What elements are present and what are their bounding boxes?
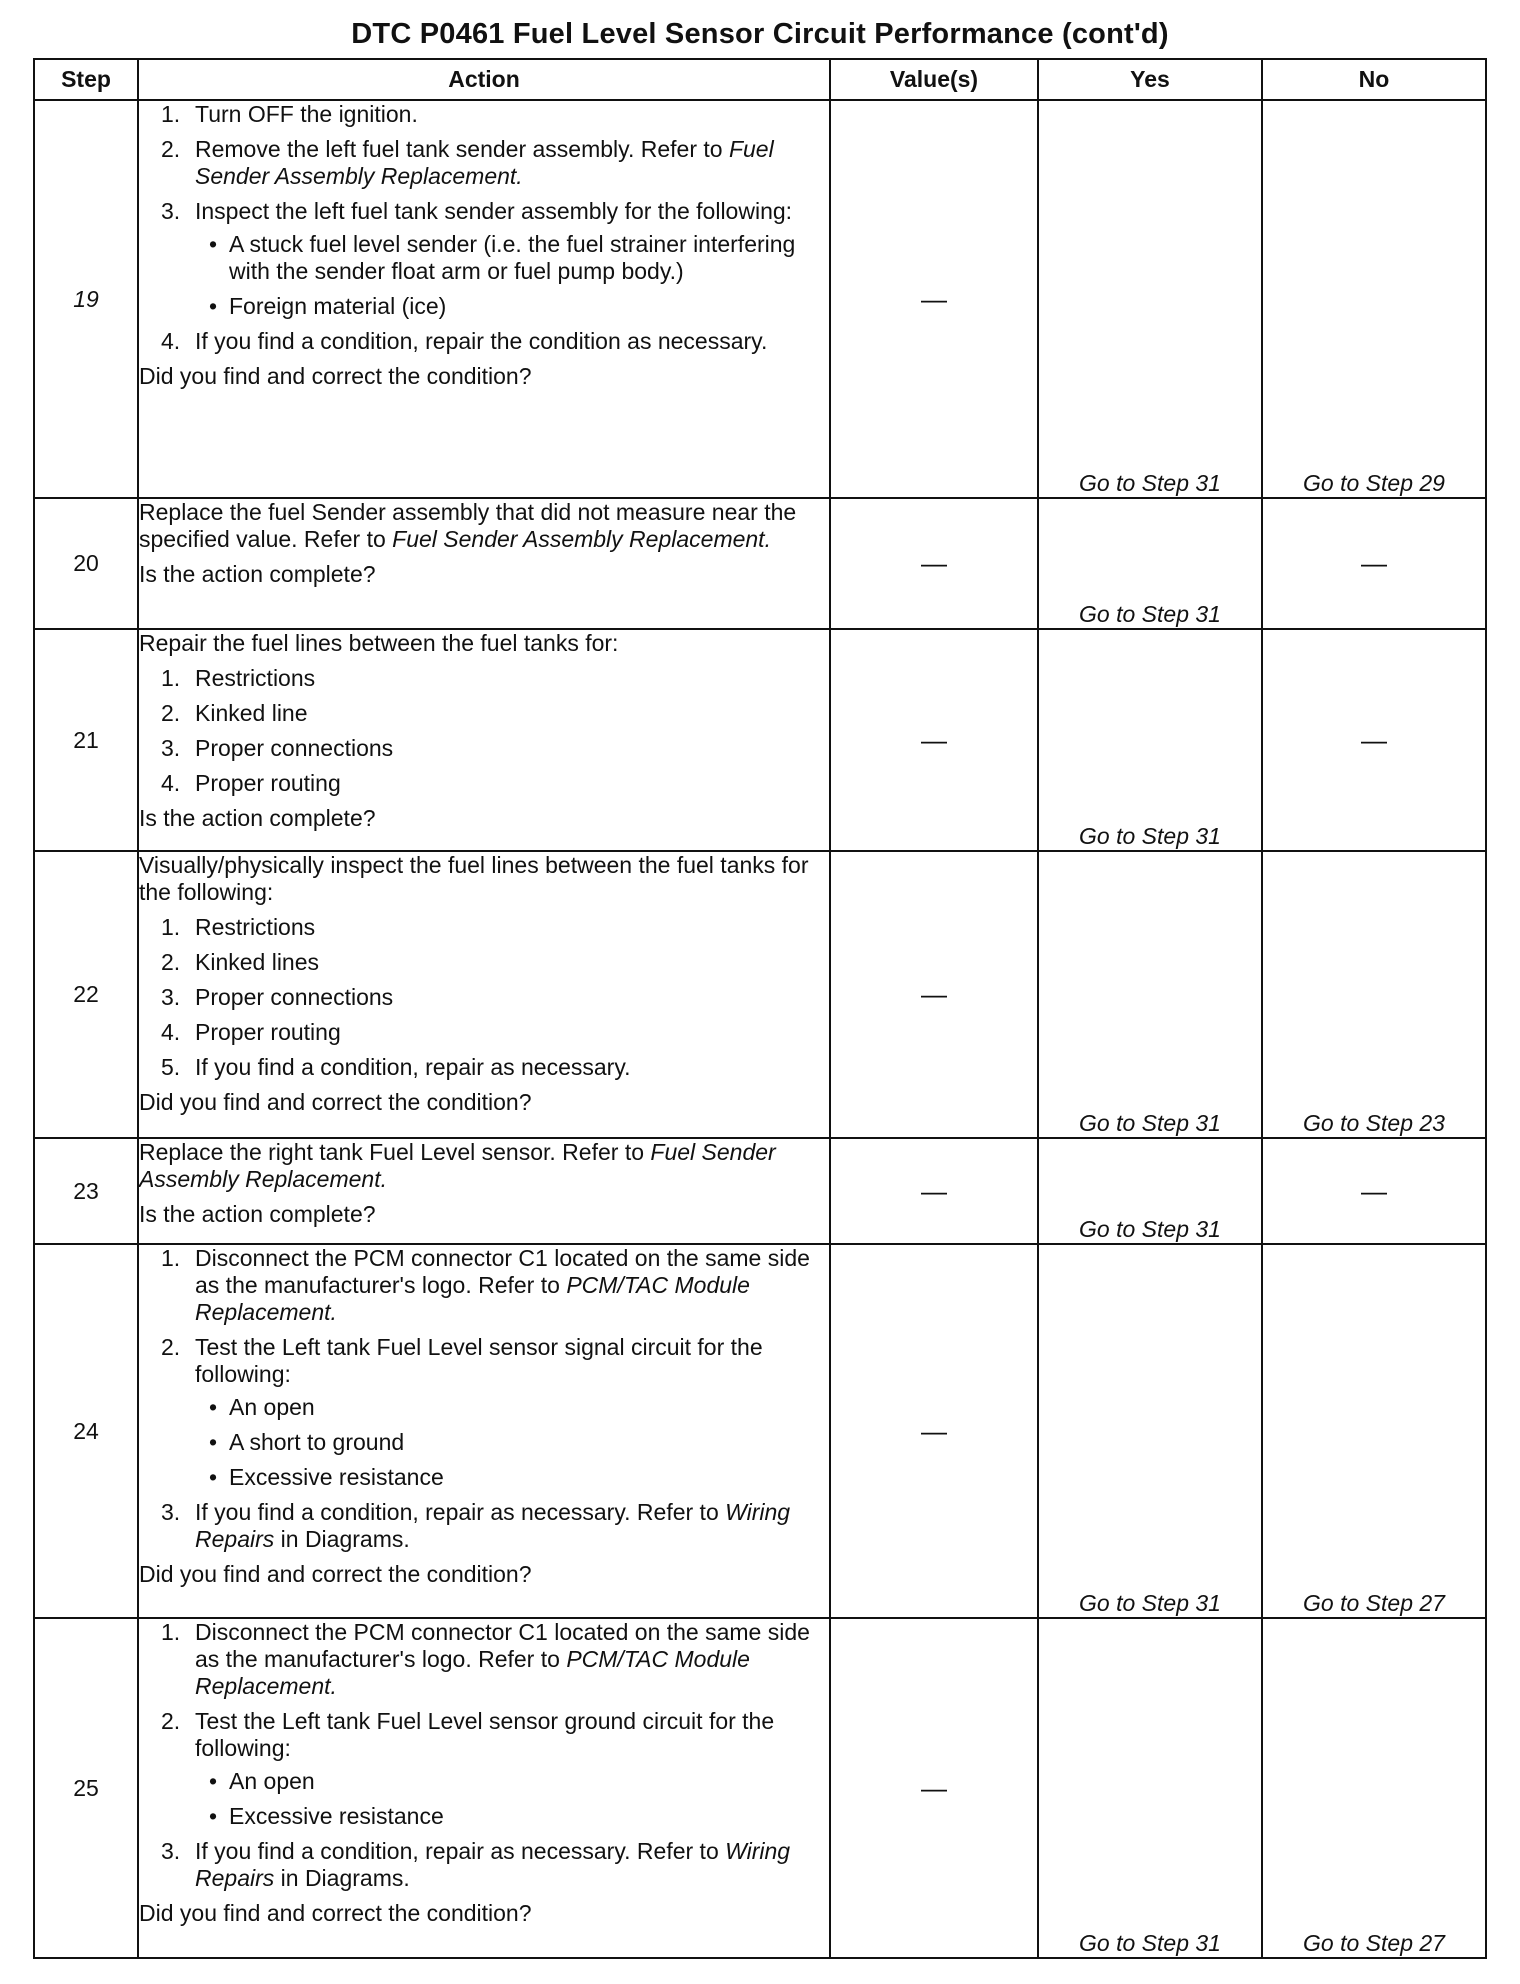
- question: Did you find and correct the condition?: [139, 1561, 532, 1587]
- action-cell: [138, 1138, 830, 1244]
- list-item: 5. If you find a condition, repair as necessary.: [161, 1054, 631, 1080]
- list-item: 2. Test the Left tank Fuel Level sensor ground circuit for the following: • An open • Excessive resistance: [139, 1708, 829, 1830]
- yes-cell: Go to Step 31: [1038, 1618, 1262, 1958]
- action-cell: [138, 498, 830, 629]
- reference-link: PCM/TAC Module Replacement.: [195, 1272, 750, 1325]
- yes-cell: Go to Step 31: [1038, 851, 1262, 1138]
- step-number: 22: [34, 851, 138, 1138]
- table-row: [34, 1244, 1486, 1618]
- action-cell: [138, 1618, 830, 1958]
- question: Did you find and correct the condition?: [139, 1089, 532, 1115]
- list-item: 4. Proper routing: [161, 770, 341, 796]
- action-text: Replace the right tank Fuel Level sensor. Refer to Fuel Sender Assembly Replacement.: [139, 1139, 776, 1192]
- question: Is the action complete?: [139, 1201, 376, 1227]
- no-cell: —: [1262, 629, 1486, 851]
- question: Is the action complete?: [139, 805, 376, 831]
- bullet-item: • A short to ground: [195, 1429, 829, 1456]
- action-text: Visually/physically inspect the fuel lines between the fuel tanks for the following:: [139, 852, 809, 905]
- list-item: 3. Proper connections: [161, 984, 394, 1010]
- list-item: 4. If you find a condition, repair the condition as necessary.: [161, 328, 768, 354]
- bullet-item: • A stuck fuel level sender (i.e. the fuel strainer interfering with the sender float arm or fuel pump body.): [195, 231, 829, 285]
- yes-cell: Go to Step 31: [1038, 629, 1262, 851]
- step-number: 23: [34, 1138, 138, 1244]
- list-item: 2. Remove the left fuel tank sender assembly. Refer to Fuel Sender Assembly Replacement.: [161, 136, 774, 189]
- table-row: [34, 1618, 1486, 1958]
- table-row: [34, 629, 1486, 851]
- reference-link: PCM/TAC Module Replacement.: [195, 1646, 750, 1699]
- table-row: [34, 100, 1486, 498]
- list-item: 1. Disconnect the PCM connector C1 located on the same side as the manufacturer's logo. Refer to PCM/TAC Module Replacement.: [161, 1619, 810, 1699]
- list-item: 2. Kinked lines: [161, 949, 320, 975]
- bullet-item: • An open: [195, 1768, 829, 1795]
- value-cell: —: [830, 629, 1038, 851]
- bullet-item: • Foreign material (ice): [195, 293, 829, 320]
- question: Did you find and correct the condition?: [139, 363, 532, 389]
- step-number: 21: [34, 629, 138, 851]
- step-number: 25: [34, 1618, 138, 1958]
- value-cell: —: [830, 498, 1038, 629]
- list-item: 1. Disconnect the PCM connector C1 located on the same side as the manufacturer's logo. Refer to PCM/TAC Module Replacement.: [161, 1245, 810, 1325]
- action-cell: [138, 629, 830, 851]
- reference-link: Fuel Sender Assembly Replacement.: [195, 136, 774, 189]
- action-text: Repair the fuel lines between the fuel tanks for:: [139, 630, 619, 656]
- diagnostic-table: [33, 58, 1487, 1959]
- list-item: 3. Proper connections: [161, 735, 394, 761]
- no-cell: Go to Step 29: [1262, 100, 1486, 498]
- bullet-item: • Excessive resistance: [195, 1803, 829, 1830]
- list-item: 3. If you find a condition, repair as necessary. Refer to Wiring Repairs in Diagrams.: [161, 1499, 791, 1552]
- no-cell: Go to Step 23: [1262, 851, 1486, 1138]
- bullet-item: • Excessive resistance: [195, 1464, 829, 1491]
- question: Is the action complete?: [139, 561, 376, 587]
- yes-cell: Go to Step 31: [1038, 1244, 1262, 1618]
- no-cell: Go to Step 27: [1262, 1618, 1486, 1958]
- action-cell: [138, 100, 830, 498]
- list-item: 3. Inspect the left fuel tank sender assembly for the following: • A stuck fuel level sender (i.e. the fuel strainer interfering with the sender float arm or fuel pump body.) • Foreign material (ice): [139, 198, 829, 320]
- step-number: 19: [34, 100, 138, 498]
- header-action: Action: [138, 59, 830, 100]
- reference-link: Fuel Sender Assembly Replacement.: [392, 526, 771, 552]
- action-cell: [138, 1244, 830, 1618]
- value-cell: —: [830, 1138, 1038, 1244]
- yes-cell: Go to Step 31: [1038, 498, 1262, 629]
- reference-link: Wiring Repairs: [195, 1499, 791, 1552]
- list-item: 2. Test the Left tank Fuel Level sensor signal circuit for the following: • An open • A short to ground • Excessive resistance: [139, 1334, 829, 1491]
- value-cell: —: [830, 100, 1038, 498]
- table-row: [34, 1138, 1486, 1244]
- list-item: 1. Turn OFF the ignition.: [161, 101, 418, 127]
- value-cell: —: [830, 1618, 1038, 1958]
- header-yes: Yes: [1038, 59, 1262, 100]
- action-cell: [138, 851, 830, 1138]
- reference-link: Wiring Repairs: [195, 1838, 791, 1891]
- page-title: DTC P0461 Fuel Level Sensor Circuit Performance (cont'd): [351, 18, 1169, 50]
- bullet-item: • An open: [195, 1394, 829, 1421]
- table-row: [34, 851, 1486, 1138]
- list-item: 1. Restrictions: [161, 665, 316, 691]
- list-item: 1. Restrictions: [161, 914, 316, 940]
- question: Did you find and correct the condition?: [139, 1900, 532, 1926]
- list-item: 3. If you find a condition, repair as necessary. Refer to Wiring Repairs in Diagrams.: [161, 1838, 791, 1891]
- step-number: 24: [34, 1244, 138, 1618]
- table-header-row: [34, 59, 1486, 100]
- table-row: [34, 498, 1486, 629]
- list-item: 2. Kinked line: [161, 700, 308, 726]
- no-cell: —: [1262, 1138, 1486, 1244]
- action-text: Replace the fuel Sender assembly that did not measure near the specified value. Refer to Fuel Sender Assembly Replacement.: [139, 499, 797, 552]
- no-cell: —: [1262, 498, 1486, 629]
- reference-link: Fuel Sender Assembly Replacement.: [139, 1139, 776, 1192]
- step-number: 20: [34, 498, 138, 629]
- value-cell: —: [830, 851, 1038, 1138]
- header-values: Value(s): [830, 59, 1038, 100]
- header-step: Step: [34, 59, 138, 100]
- value-cell: —: [830, 1244, 1038, 1618]
- list-item: 4. Proper routing: [161, 1019, 341, 1045]
- yes-cell: Go to Step 31: [1038, 100, 1262, 498]
- no-cell: Go to Step 27: [1262, 1244, 1486, 1618]
- yes-cell: Go to Step 31: [1038, 1138, 1262, 1244]
- header-no: No: [1262, 59, 1486, 100]
